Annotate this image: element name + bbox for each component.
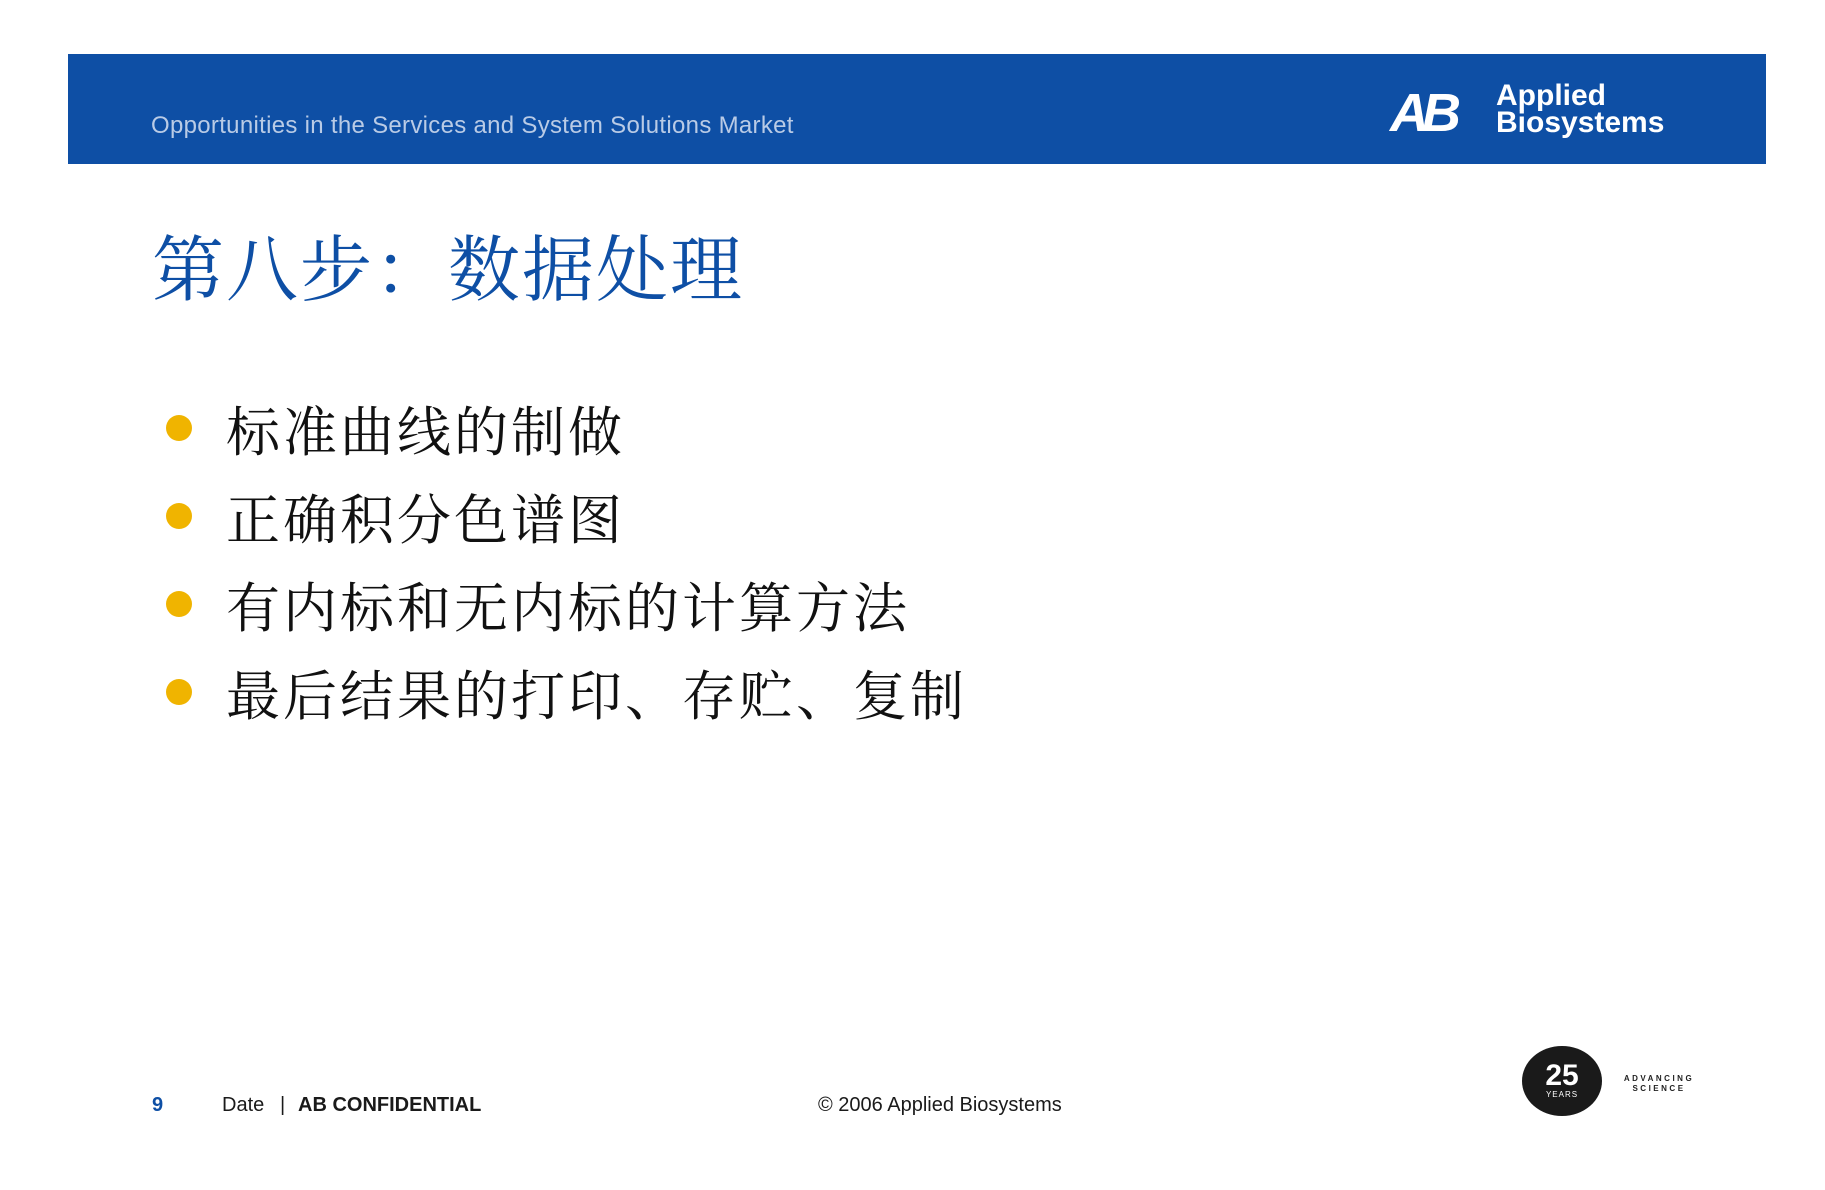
list-item <box>166 560 967 648</box>
footer-date: Date <box>222 1094 265 1116</box>
applied-biosystems-logo <box>1390 79 1700 143</box>
confidential-label: AB CONFIDENTIAL <box>298 1094 482 1116</box>
header-bar <box>68 54 1766 164</box>
bullet-dot-icon <box>166 591 192 617</box>
list-item <box>166 384 967 472</box>
page-number: 9 <box>152 1094 164 1116</box>
bullet-list <box>166 384 967 736</box>
bullet-text: 最后结果的打印、存贮、复制 <box>226 664 967 728</box>
anniversary-badge-icon <box>1522 1046 1602 1116</box>
header-subtitle: Opportunities in the Services and System Solutions Market <box>151 112 794 139</box>
logo-wordmark <box>1496 79 1665 139</box>
bullet-text: 标准曲线的制做 <box>226 400 625 464</box>
tagline-line-advancing: ADVANCING <box>1623 1074 1695 1083</box>
bullet-dot-icon <box>166 503 192 529</box>
bullet-dot-icon <box>166 415 192 441</box>
list-item <box>166 648 967 736</box>
copyright-text: © 2006 Applied Biosystems <box>818 1094 1062 1116</box>
tagline-line-science: SCIENCE <box>1632 1084 1686 1093</box>
anniversary-tagline <box>1614 1074 1704 1094</box>
anniversary-logo <box>1522 1046 1702 1118</box>
list-item <box>166 472 967 560</box>
anniversary-number: 25 <box>1545 1059 1579 1092</box>
logo-line-biosystems: Biosystems <box>1496 106 1665 139</box>
logo-line-applied: Applied <box>1496 79 1606 112</box>
bullet-text: 有内标和无内标的计算方法 <box>226 576 910 640</box>
bullet-text: 正确积分色谱图 <box>226 488 625 552</box>
ab-logo-mark: AB <box>1390 83 1454 143</box>
page-title: 第八步：数据处理 <box>152 228 745 312</box>
footer-separator: | <box>280 1094 286 1116</box>
anniversary-years: YEARS <box>1545 1090 1579 1099</box>
bullet-dot-icon <box>166 679 192 705</box>
